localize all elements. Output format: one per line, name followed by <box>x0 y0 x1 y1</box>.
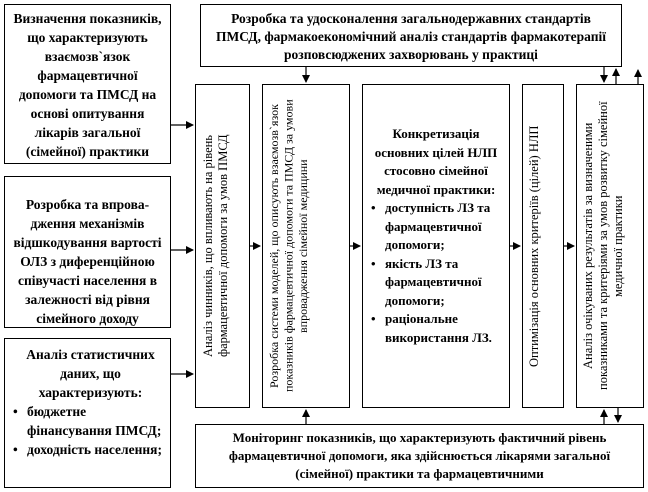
col-model-system-text: Розробка системи моделей, що описують взаємозв`язок показників фармацевтичної допомоги та ПМСД за умови впровадження сімейної медицини <box>267 99 310 393</box>
left-box-statistics-intro: Аналіз статистичних даних, що характеризують: <box>26 347 155 400</box>
bottom-box-monitoring <box>195 424 644 488</box>
npl-goals-item: • доступність ЛЗ та фармацевтичної допомоги; <box>371 199 503 255</box>
npl-goals-item: • раціональне використання ЛЗ. <box>371 310 503 347</box>
left-box-statistics <box>4 338 171 488</box>
col-expected-results <box>576 84 644 408</box>
left-box-indicators-text: Визначення показників, що характеризують взаємозв`язок фармацевтичної допомоги та ПМСД на основі опитування лікарів загальної (сімейної) практики <box>13 11 162 159</box>
statistics-item: • доходність населення; <box>13 440 162 459</box>
top-box-standards-text: Розробка та удосконалення загальнодержавних стандартів ПМСД, фармакоекономічний аналіз стандартів фармакотерапії розповсюджених захворювань у практиці <box>215 11 607 62</box>
col-optimization-text: Оптимізація основних критеріїв (цілей) НЛП <box>527 125 541 367</box>
left-box-indicators <box>4 4 171 164</box>
npl-goals-item: • якість ЛЗ та фармацевтичної допомоги; <box>371 255 503 311</box>
col-npl-goals <box>362 84 510 408</box>
col-model-system <box>262 84 350 408</box>
col-npl-goals-title: Конкретизація основних цілей НЛП стосовно сімейної медичної практики: <box>374 126 498 197</box>
statistics-list <box>13 402 162 459</box>
col-optimization <box>522 84 564 408</box>
npl-goals-list <box>371 199 503 347</box>
col-factor-analysis <box>195 84 250 408</box>
statistics-item: • бюджетне фінансування ПМСД; <box>13 402 162 440</box>
left-box-reimbursement-text: Розробка та впрова-дження механізмів відшкодування вартості ОЛЗ з диференційною співучасті населення в залежності від рівня сімейного доходу <box>13 197 162 326</box>
col-expected-results-text: Аналіз очікуваних результатів за визначеними показниками та критеріями за умов розвитку сімейної медичної практики <box>581 101 625 391</box>
col-factor-analysis-text: Аналіз чинників, що впливають на рівень фармацевтичної допомоги за умов ПМСД <box>200 134 230 358</box>
bottom-box-monitoring-text: Моніторинг показників, що характеризують фактичний рівень фармацевтичної допомоги, яка здійснюється лікарями загальної (сімейної) практики та фармацевтичними <box>228 430 611 481</box>
top-box-standards <box>200 4 622 67</box>
left-box-reimbursement <box>4 176 171 328</box>
